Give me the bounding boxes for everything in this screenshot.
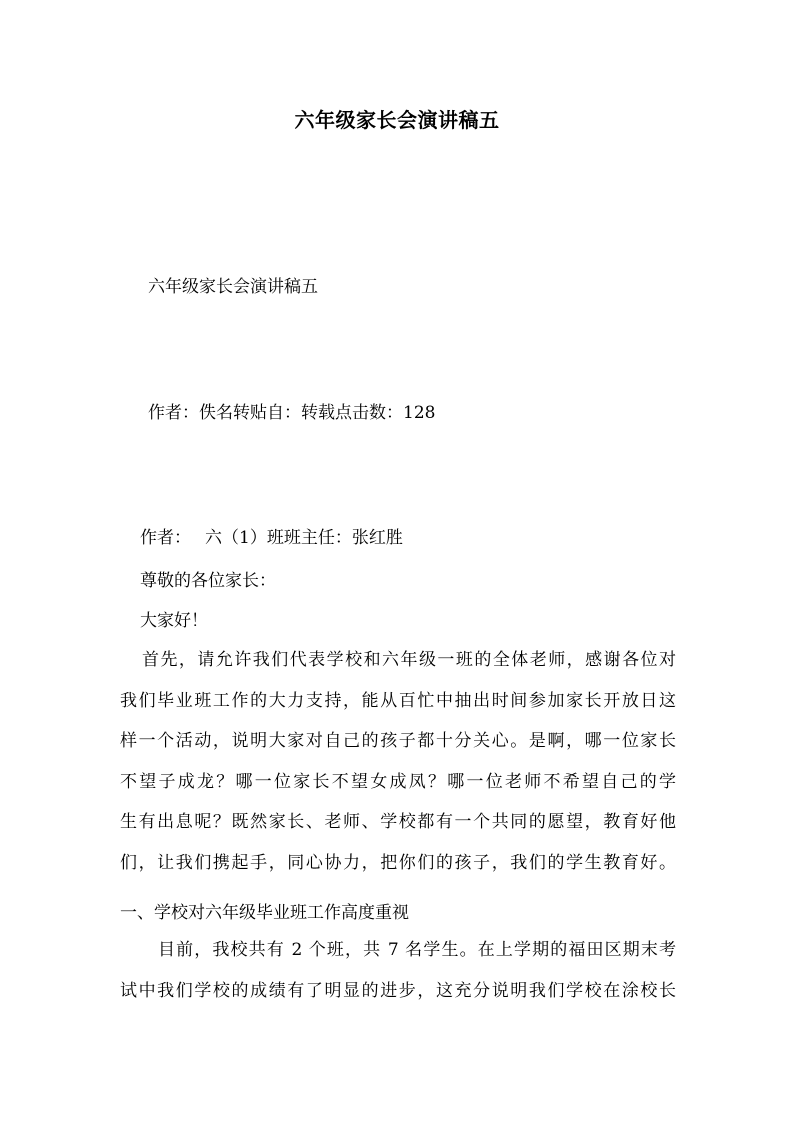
document-title: 六年级家长会演讲稿五: [294, 108, 500, 132]
document-subtitle: 六年级家长会演讲稿五: [148, 277, 318, 297]
paragraph-line: 生有出息呢？既然家长、老师、学校都有一个共同的愿望，教育好他: [120, 812, 676, 832]
salutation: 尊敬的各位家长：: [140, 571, 276, 591]
author-value: 六（1）班班主任：张红胜: [205, 528, 403, 548]
paragraph-line: 试中我们学校的成绩有了明显的进步，这充分说明我们学校在涂校长: [120, 980, 676, 1001]
paragraph-line: 不望子成龙？哪一位家长不望女成凤？哪一位老师不希望自己的学: [120, 771, 676, 792]
paragraph-2: [120, 930, 676, 1011]
greeting: 大家好！: [140, 611, 208, 631]
paragraph-line: 首先，请允许我们代表学校和六年级一班的全体老师，感谢各位对: [142, 650, 676, 670]
author-line: [140, 523, 403, 548]
paragraph-line: 目前，我校共有 2 个班，共 7 名学生。在上学期的福田区期末考: [158, 940, 676, 960]
paragraph-line: 们，让我们携起手，同心协力，把你们的孩子，我们的学生教育好。: [120, 852, 676, 873]
paragraph-line: 我们毕业班工作的大力支持，能从百忙中抽出时间参加家长开放日这: [120, 690, 676, 711]
meta-line: 作者：佚名转贴自：转载点击数：128: [148, 403, 436, 423]
author-label: 作者：: [140, 528, 191, 548]
paragraph-line: 样一个活动，说明大家对自己的孩子都十分关心。是啊，哪一位家长: [120, 731, 676, 751]
section-heading: 一、学校对六年级毕业班工作高度重视: [120, 903, 409, 923]
paragraph-1: [120, 640, 676, 883]
